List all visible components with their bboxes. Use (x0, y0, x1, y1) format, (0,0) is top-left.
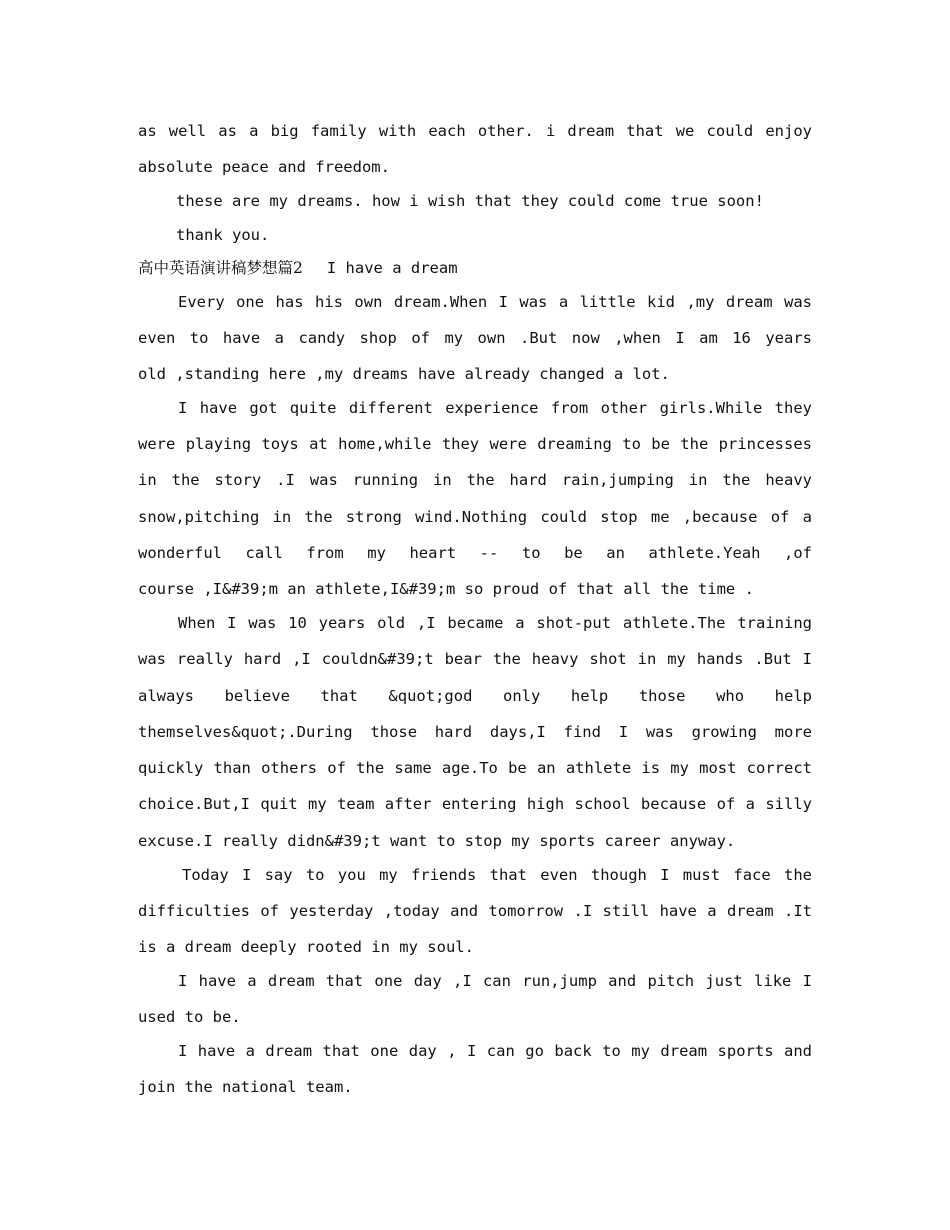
text-line: I have a dream that one day ,I can run,jump and pitch just like I (178, 972, 812, 990)
text-line: themselves&quot;.During those hard days,I find I was growing more (138, 723, 812, 741)
text-line: Every one has his own dream.When I was a little kid ,my dream was (178, 293, 812, 311)
text-line: snow,pitching in the strong wind.Nothing could stop me ,because of a (138, 508, 812, 526)
text-line: thank you. (176, 226, 270, 244)
text-line: join the national team. (138, 1078, 353, 1096)
text-line: I have got quite different experience from other girls.While they (178, 399, 812, 417)
text-line: Today I say to you my friends that even though I must face the (182, 866, 812, 884)
text-line: excuse.I really didn&#39;t want to stop my sports career anyway. (138, 832, 736, 850)
text-line: as well as a big family with each other. i dream that we could enjoy (138, 122, 812, 140)
heading-chinese: 高中英语演讲稿梦想篇2 (138, 259, 303, 277)
text-line: even to have a candy shop of my own .But now ,when I am 16 years (138, 329, 812, 347)
text-line: course ,I&#39;m an athlete,I&#39;m so proud of that all the time . (138, 580, 754, 598)
text-line: absolute peace and freedom. (138, 158, 390, 176)
text-line: choice.But,I quit my team after entering high school because of a silly (138, 795, 812, 813)
text-line: these are my dreams. how i wish that they could come true soon! (176, 192, 764, 210)
text-line: I have a dream that one day , I can go back to my dream sports and (178, 1042, 812, 1060)
text-line: used to be. (138, 1008, 241, 1026)
text-line: wonderful call from my heart -- to be an athlete.Yeah ,of (138, 544, 812, 562)
text-line: is a dream deeply rooted in my soul. (138, 938, 474, 956)
text-line: old ,standing here ,my dreams have already changed a lot. (138, 365, 670, 383)
text-line: was really hard ,I couldn&#39;t bear the heavy shot in my hands .But I (138, 650, 812, 668)
heading-english: I have a dream (326, 259, 458, 277)
text-line: always believe that &quot;god only help those who help (138, 687, 812, 705)
text-line: were playing toys at home,while they were dreaming to be the princesses (138, 435, 812, 453)
section-heading (138, 256, 812, 280)
text-line: difficulties of yesterday ,today and tomorrow .I still have a dream .It (138, 902, 812, 920)
text-line: quickly than others of the same age.To be an athlete is my most correct (138, 759, 812, 777)
text-line: When I was 10 years old ,I became a shot-put athlete.The training (178, 614, 812, 632)
text-line: in the story .I was running in the hard rain,jumping in the heavy (138, 471, 812, 489)
